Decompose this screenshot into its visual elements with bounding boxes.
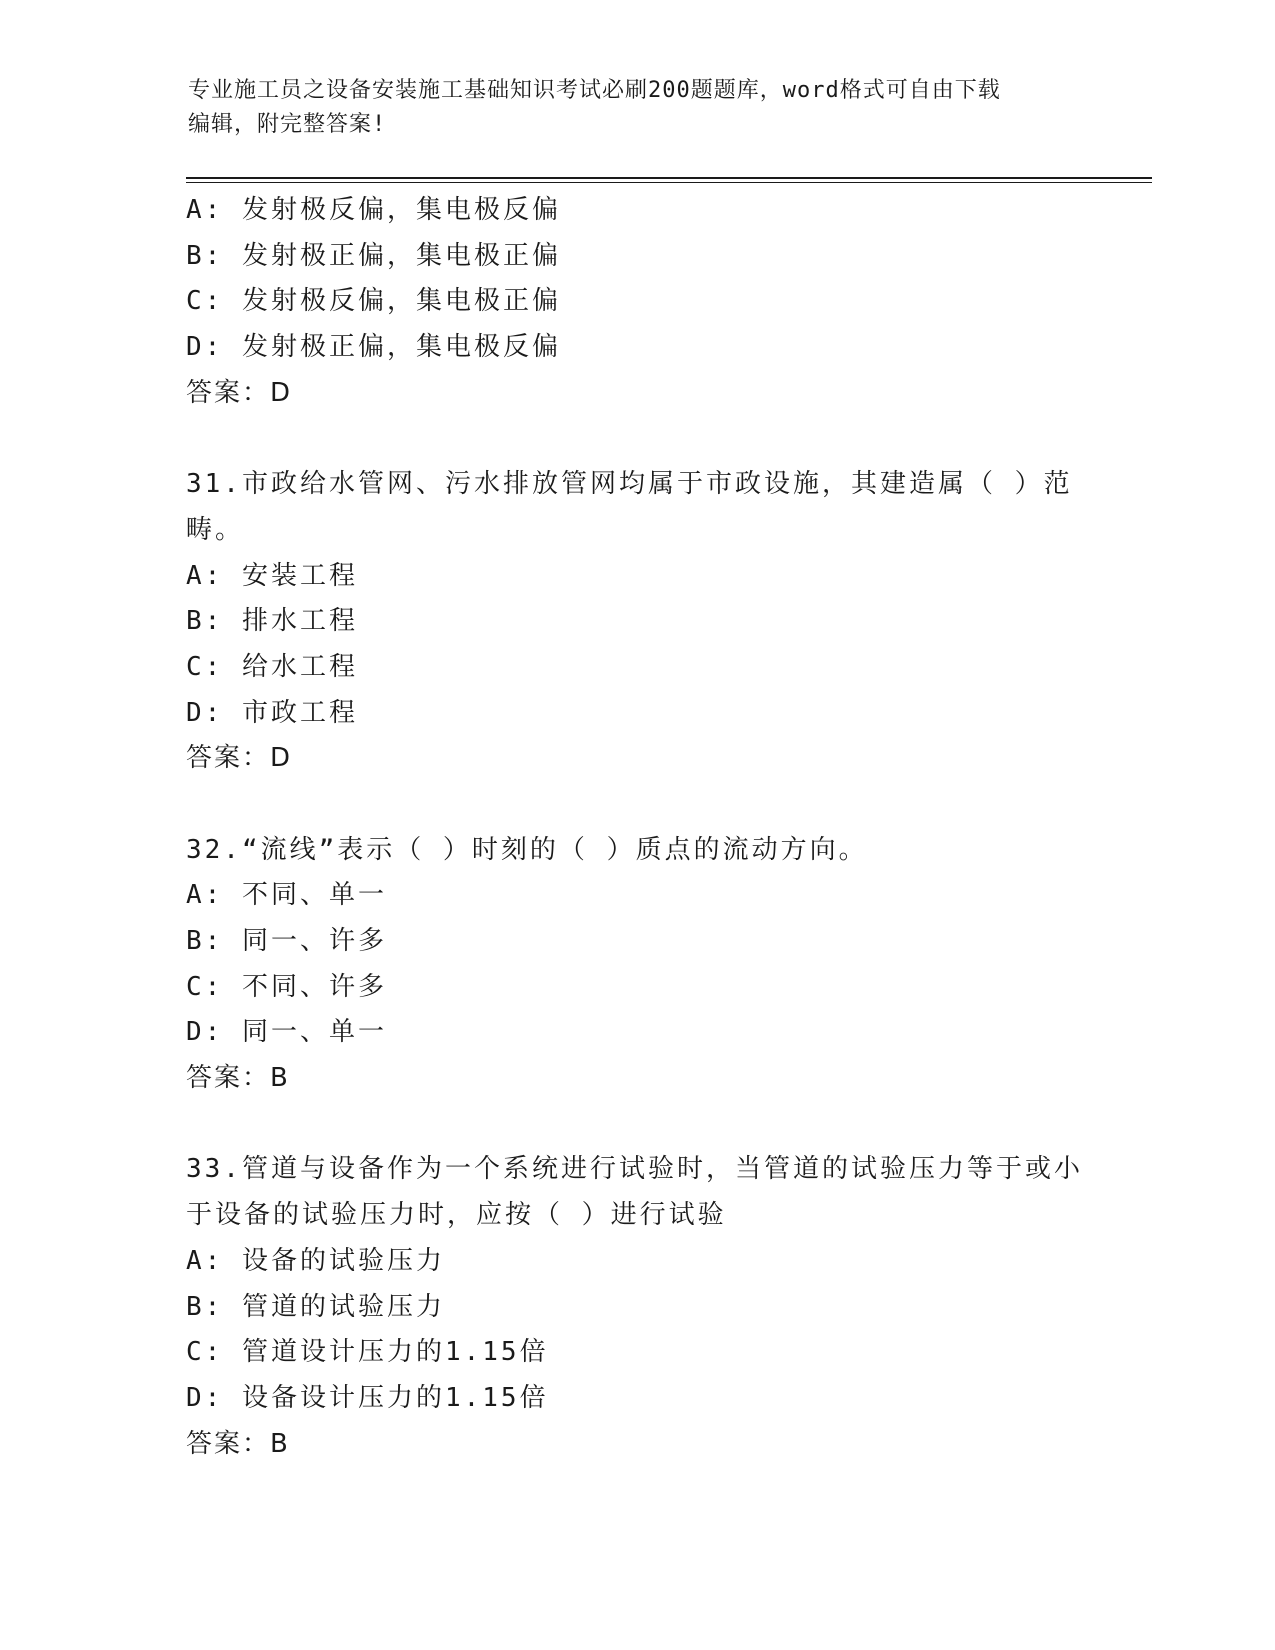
question-stem-line-1: 33.管道与设备作为一个系统进行试验时，当管道的试验压力等于或小	[186, 1154, 1083, 1185]
question-30	[186, 188, 1086, 416]
question-stem-line-1: 31.市政给水管网、污水排放管网均属于市政设施，其建造属（ ）范	[186, 469, 1073, 500]
option-c: C: 管道设计压力的1.15倍	[186, 1337, 549, 1368]
document-body	[186, 188, 1086, 1467]
question-stem-line-1: 32.“流线”表示（ ）时刻的（ ）质点的流动方向。	[186, 834, 868, 865]
option-c: C: 发射极反偏，集电极正偏	[186, 286, 561, 317]
option-c: C: 给水工程	[186, 651, 358, 682]
spacer	[186, 416, 1086, 462]
option-a: A: 安装工程	[186, 560, 358, 591]
question-stem-line-2: 于设备的试验压力时，应按（ ）进行试验	[186, 1200, 727, 1231]
answer: 答案：D	[186, 743, 293, 774]
option-a: A: 发射极反偏，集电极反偏	[186, 195, 561, 225]
option-b: B: 同一、许多	[186, 926, 387, 956]
answer: 答案：D	[186, 377, 293, 408]
header-title-line-1: 专业施工员之设备安装施工基础知识考试必刷200题题库，word格式可自由下载	[188, 78, 1001, 103]
header-title-line-2: 编辑，附完整答案!	[188, 112, 387, 137]
document-header	[188, 74, 1088, 142]
option-c: C: 不同、许多	[186, 971, 387, 1002]
option-b: B: 排水工程	[186, 606, 358, 637]
option-b: B: 发射极正偏，集电极正偏	[186, 240, 561, 271]
option-d: D: 市政工程	[186, 697, 358, 728]
option-a: A: 不同、单一	[186, 880, 387, 911]
question-31	[186, 462, 1086, 782]
answer: 答案：B	[186, 1063, 290, 1094]
spacer	[186, 782, 1086, 828]
header-divider-thin	[186, 182, 1152, 183]
question-33	[186, 1147, 1086, 1467]
option-a: A: 设备的试验压力	[186, 1245, 445, 1276]
option-d: D: 发射极正偏，集电极反偏	[186, 332, 561, 363]
option-b: B: 管道的试验压力	[186, 1291, 445, 1322]
question-32	[186, 828, 1086, 1102]
spacer	[186, 1102, 1086, 1148]
question-stem-line-2: 畴。	[186, 514, 245, 545]
answer: 答案：B	[186, 1428, 290, 1459]
option-d: D: 同一、单一	[186, 1017, 387, 1048]
header-divider-thick	[186, 177, 1152, 179]
option-d: D: 设备设计压力的1.15倍	[186, 1382, 549, 1413]
